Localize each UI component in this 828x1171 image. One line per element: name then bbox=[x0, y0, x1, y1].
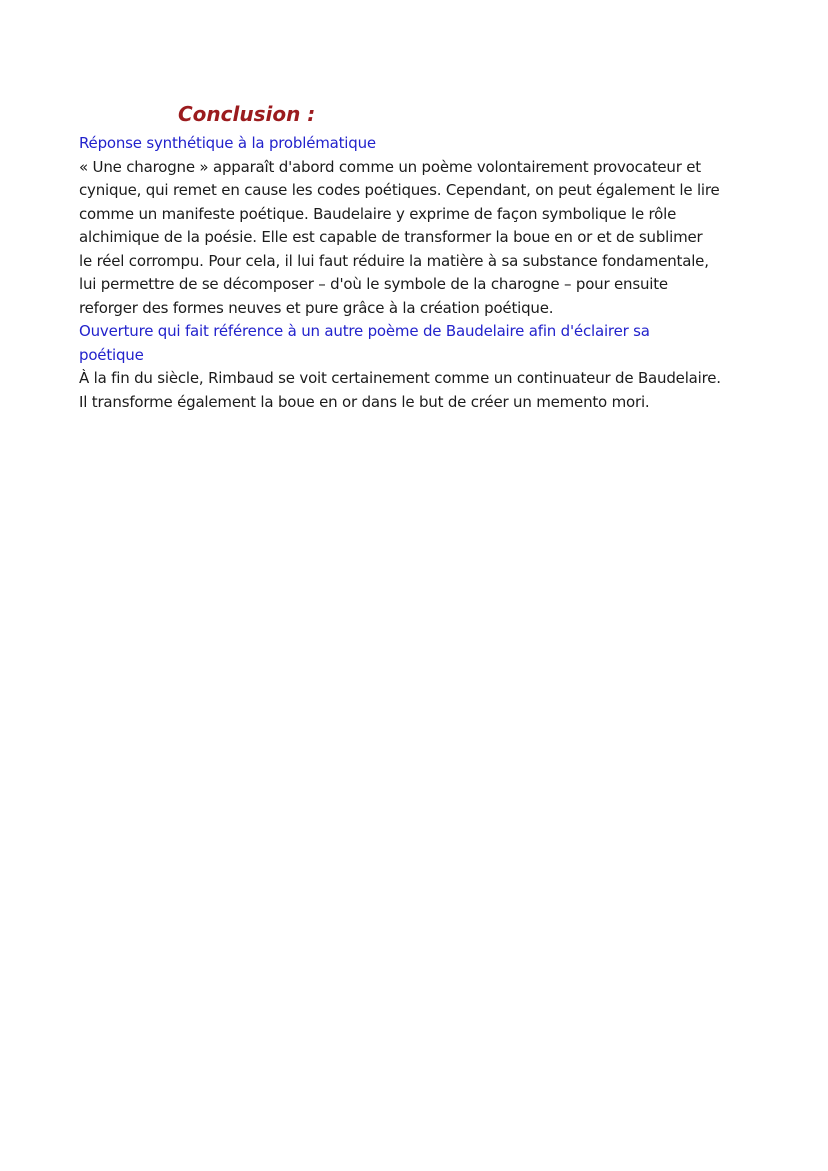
section-2-body-line: Il transforme également la boue en or dans le but de créer un memento mori. bbox=[79, 392, 650, 411]
section-1-body-line: comme un manifeste poétique. Baudelaire y exprime de façon symbolique le rôle bbox=[79, 204, 677, 223]
section-2-body-line: À la fin du siècle, Rimbaud se voit certainement comme un continuateur de Baudelaire. bbox=[79, 369, 721, 387]
section-2-heading: Ouverture qui fait référence à un autre poème de Baudelaire afin d'éclairer sa bbox=[79, 322, 650, 340]
section-1-body-line: lui permettre de se décomposer – d'où le symbole de la charogne – pour ensuite bbox=[79, 275, 668, 293]
section-1-body-line: reforger des formes neuves et pure grâce à la création poétique. bbox=[79, 298, 554, 317]
section-2-heading: poétique bbox=[79, 345, 144, 364]
section-1-body-line: alchimique de la poésie. Elle est capable de transformer la boue en or et de sublimer bbox=[79, 228, 703, 246]
section-1-body-line: le réel corrompu. Pour cela, il lui faut réduire la matière à sa substance fondamentale, bbox=[79, 251, 709, 270]
section-1-heading: Réponse synthétique à la problématique bbox=[79, 134, 376, 152]
section-1-body-line: cynique, qui remet en cause les codes poétiques. Cependant, on peut également le lire bbox=[79, 181, 720, 199]
document-title: Conclusion : bbox=[178, 102, 316, 126]
section-1-body-line: « Une charogne » apparaît d'abord comme un poème volontairement provocateur et bbox=[79, 157, 701, 176]
